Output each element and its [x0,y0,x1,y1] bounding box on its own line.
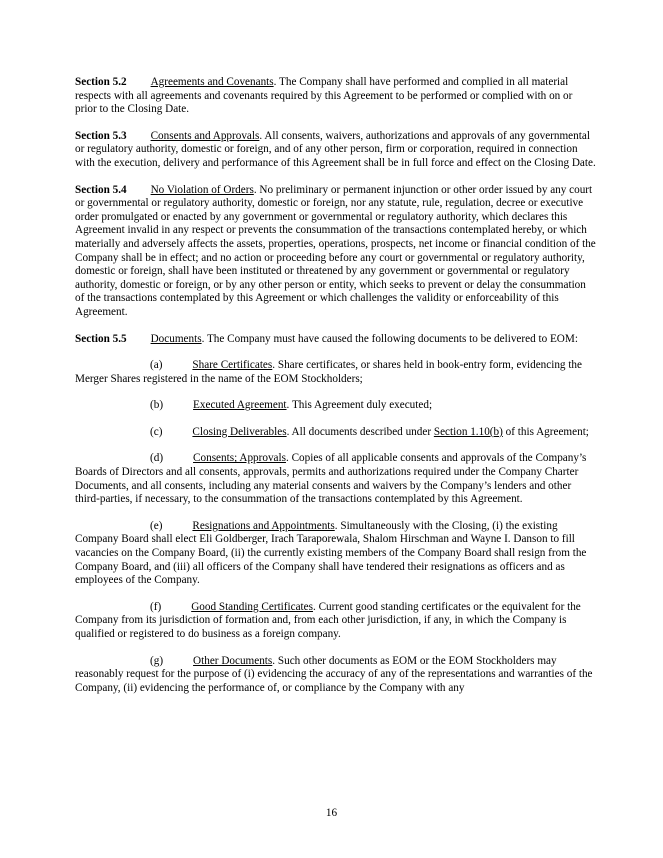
heading-run: Share Certificates [192,359,273,372]
section-label-run: Section 5.3 [75,129,127,142]
section-5-4 [75,184,596,320]
text-run: (e) [150,519,163,532]
heading-run: Consents; Approvals [193,452,286,465]
heading-run: No Violation of Orders [150,183,254,196]
text-run: of this Agreement; [502,425,589,438]
heading-run: Documents [150,332,202,345]
text-run: (c) [150,425,163,438]
heading-run: Good Standing Certificates [191,600,313,613]
text-run: . This Agreement duly executed; [286,399,433,412]
text-run: . Copies of all applicable consents and approvals of the Company’s Boards of Directors and all consents, approvals, permits and authorizations required under the Company Charter Documents, and all consents, including any material consents and waivers by the Company’s lenders and other third-parties, if necessary, to the consummation of the transactions contemplated by this Agreement. [75,452,587,506]
heading-run: Agreements and Covenants [150,76,274,88]
text-run: . Share certificates, or shares held in book-entry form, evidencing the Merger Shares registered in the name of the EOM Stockholders; [75,359,582,385]
document-body [75,76,596,708]
heading-run: Resignations and Appointments [192,519,335,532]
text-run: (f) [150,600,162,613]
subsection-f [75,601,596,642]
section-5-5 [75,333,596,347]
text-run: . No preliminary or permanent injunction or other order issued by any court or governmental or regulatory authority, domestic or foreign, nor any statute, rule, regulation, decree or executive order promulgated or enacted by any government or governmental or regulatory authority, which declares this Agreement invalid in any respect or prevents the consummation of the transactions contemplated hereby, or which materially and adversely affects the assets, properties, operations, prospects, net income or financial condition of the Company shall be in effect; and no action or proceeding before any court or governmental or regulatory authority, domestic or foreign, shall have been instituted or threatened by any government or governmental or regulatory authority, domestic or foreign, or by any other person or entity, which seeks to prevent or delay the consummation of the transactions contemplated by this Agreement or which challenges the validity or enforceability of this Agreement. [75,183,596,318]
section-label-run: Section 5.4 [75,183,127,196]
text-run: . The Company shall have performed and complied in all material respects with all agreements and covenants required by this Agreement to be performed or complied with on or prior to the Closing Date. [75,76,573,116]
text-run: . All consents, waivers, authorizations and approvals of any governmental or regulatory authority, domestic or foreign, and of any other person, firm or corporation, required in connection with the execution, delivery and performance of this Agreement shall be in full force and effect on the Closing Date. [75,129,596,169]
heading-run: Consents and Approvals [150,129,260,142]
text-run: (b) [150,399,164,412]
page-number: 16 [325,807,338,819]
text-run: . The Company must have caused the following documents to be delivered to EOM: [201,332,578,345]
heading-run: Executed Agreement [193,399,287,412]
text-run: (g) [150,654,164,667]
subsection-d [75,452,596,506]
page-footer [0,807,663,821]
text-run: . Current good standing certificates or the equivalent for the Company from its jurisdiction of formation and, from each other jurisdiction, if any, in which the Company is qualified or registered to do business as a foreign company. [75,600,581,640]
text-run: . Simultaneously with the Closing, (i) the existing Company Board shall elect Eli Goldberger, Irach Taraporewala, Shalom Hirschman and Wayne I. Danson to fill vacancies on the Company Board, (ii) the currently existing members of the Company Board shall resign from the Company Board, and (iii) all officers of the Company shall have tendered their resignations as officers and as employees of the Company. [75,519,587,587]
subsection-g [75,655,596,696]
heading-run: Closing Deliverables [192,425,287,438]
subsection-e [75,520,596,588]
subsection-b [75,399,596,413]
section-label-run: Section 5.5 [75,332,127,345]
text-run: (a) [150,359,163,372]
heading-run: Other Documents [193,654,273,667]
section-label-run: Section 5.2 [75,76,127,88]
subsection-c [75,426,596,440]
section-5-3 [75,130,596,171]
text-run: . All documents described under [286,425,434,438]
section-5-2 [75,76,596,117]
heading-run: Section 1.10(b) [433,425,503,438]
text-run: (d) [150,452,164,465]
subsection-a [75,359,596,386]
text-run: . Such other documents as EOM or the EOM Stockholders may reasonably request for the purpose of (i) evidencing the accuracy of any of the representations and warranties of the Company, (ii) evidencing the performance of, or compliance by the Company with any [75,654,593,694]
